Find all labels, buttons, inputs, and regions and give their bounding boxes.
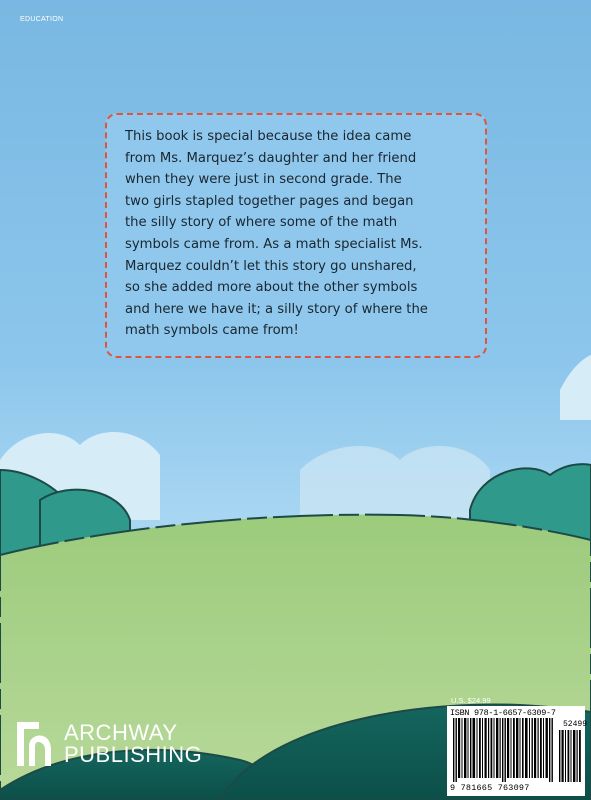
publisher-name-line1: ARCHWAY	[64, 720, 178, 745]
barcode-bars	[447, 716, 588, 786]
addon-code-text: 52499	[563, 720, 588, 729]
price-label: U.S. $24.99	[451, 696, 491, 705]
blurb-text: This book is special because the idea came from Ms. Marquez’s daughter and her friend when they were just in second grade. The two girls stapled together pages and began the silly story of where some of the math symbols came from. As a math specialist Ms. Marquez couldn’t let this story go unshared, so she added more about the other symbols and here we have it; a silly story of where the math symbols came from!	[125, 129, 428, 339]
barcode-area	[447, 696, 588, 796]
ean-number-text: 9 781665 763097	[450, 783, 530, 793]
barcode-box	[447, 706, 588, 796]
publisher-name-line2: PUBLISHING	[64, 742, 203, 767]
publisher-logo	[17, 722, 207, 772]
category-label: EDUCATION	[20, 16, 64, 23]
isbn-text: ISBN 978-1-6657-6309-7	[450, 708, 556, 718]
blurb-box	[105, 113, 487, 358]
archway-logo-icon	[17, 722, 53, 766]
